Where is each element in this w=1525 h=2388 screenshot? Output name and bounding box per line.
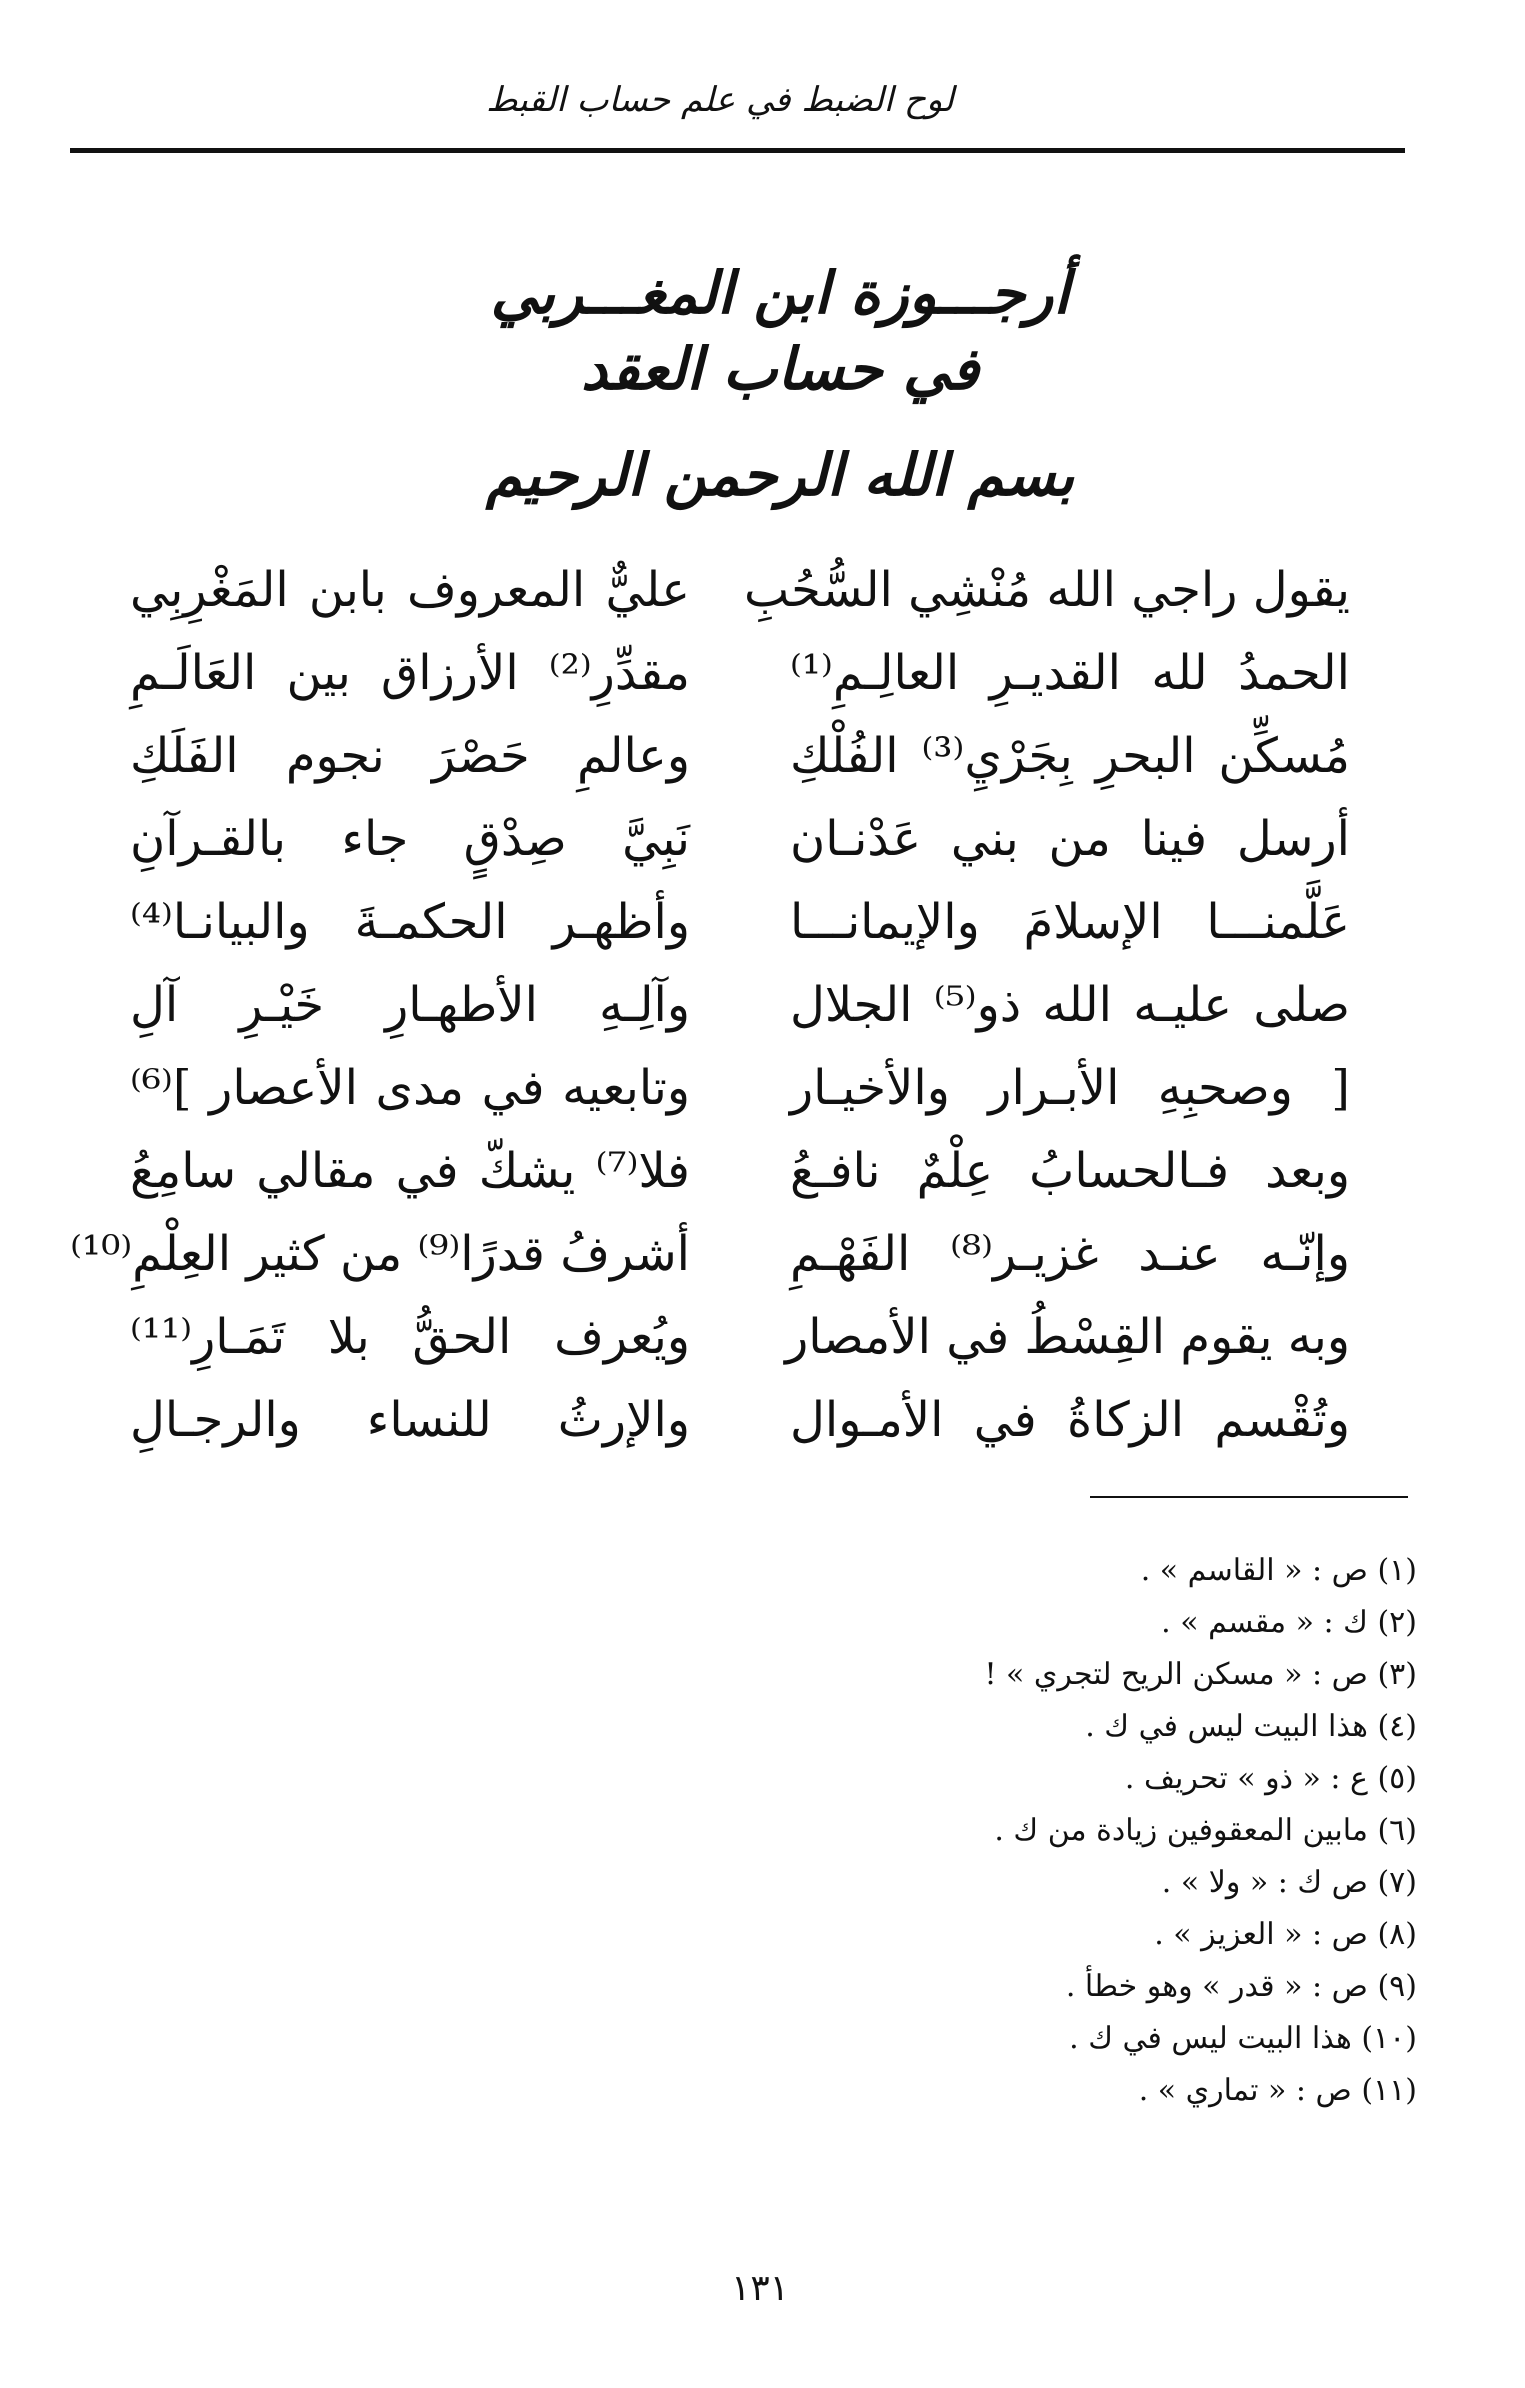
- verse-first-hemistich: وتُقْسم الزكاةُ في الأمـوال: [790, 1391, 1350, 1448]
- basmala: بسم الله الرحمن الرحيم: [485, 441, 1075, 509]
- verse-first-hemistich: يقول راجي الله مُنْشِي السُّحُبِ: [743, 561, 1350, 618]
- header-rule: [70, 148, 1405, 153]
- verse: [130, 548, 1350, 631]
- verse-second-hemistich: والإرثُ للنساء والرجـالِ: [130, 1391, 690, 1448]
- verse: [130, 1378, 1350, 1461]
- verse: [130, 714, 1350, 797]
- footnote: (٧) ص ك : « ولا » .: [1161, 1865, 1417, 1900]
- verse-second-hemistich: مقدِّرِ⁽²⁾ الأرزاق بين العَالَـمِ: [130, 644, 690, 701]
- verse-second-hemistich: نَبِيَّ صِدْقٍ جاء بالقـرآنِ: [130, 810, 690, 867]
- verse: [130, 631, 1350, 714]
- verse-first-hemistich: [ وصحبِهِ الأبـرار والأخيـار: [790, 1059, 1350, 1116]
- verse-first-hemistich: وبعد فـالحسابُ عِلْمٌ نافـعُ: [790, 1142, 1350, 1199]
- poem-title-block: [380, 255, 1180, 513]
- verse-first-hemistich: الحمدُ لله القديـرِ العالِـمِ⁽¹⁾: [790, 644, 1350, 701]
- page-number: ١٣١: [730, 2268, 789, 2309]
- verse-second-hemistich: أشرفُ قدرًا⁽⁹⁾ من كثير العِلْمِ⁽¹⁰⁾: [70, 1225, 690, 1282]
- verse-second-hemistich: ويُعرف الحقُّ بلا تَمَـارِ⁽¹¹⁾: [130, 1308, 690, 1365]
- verse: [130, 1046, 1350, 1129]
- verse-second-hemistich: وتابعيه في مدى الأعصار ]⁽⁶⁾: [130, 1059, 690, 1116]
- footnote: (١٠) هذا البيت ليس في ك .: [1069, 2021, 1417, 2056]
- poem-title: أرجـــوزة ابن المغـــربي: [490, 259, 1070, 327]
- footnotes-list: [517, 1545, 1417, 2117]
- verse-second-hemistich: وأظهـر الحكمـةَ والبيانـا⁽⁴⁾: [130, 893, 690, 950]
- verse-first-hemistich: وبه يقوم القِسْطُ في الأمصار: [785, 1308, 1350, 1365]
- poem-verses: [70, 548, 1351, 1461]
- footnote-rule: [1090, 1496, 1408, 1498]
- verse: [130, 1295, 1350, 1378]
- footnote: (٨) ص : « العزيز » .: [1154, 1917, 1417, 1952]
- verse-first-hemistich: أرسل فينا من بني عَدْنـان: [790, 810, 1350, 867]
- footnote: (٥) ع : « ذو » تحريف .: [1124, 1761, 1417, 1796]
- verse-second-hemistich: عليٌّ المعروف بابن المَغْرِبِي: [130, 561, 690, 618]
- verse: [130, 963, 1350, 1046]
- verse-second-hemistich: وعالمِ حَصْرَ نجوم الفَلَكِ: [130, 727, 690, 784]
- verse-first-hemistich: عَلَّمنـــا الإسلامَ والإيمانـــا: [790, 893, 1350, 950]
- running-title: لوح الضبط في علم حساب القبط: [486, 80, 954, 120]
- footnote: (١) ص : « القاسم » .: [1140, 1553, 1417, 1588]
- verse-first-hemistich: وإنّـه عنـد غزيـر⁽⁸⁾ الفَهْـمِ: [790, 1225, 1351, 1282]
- footnote: (١١) ص : « تماري » .: [1138, 2073, 1417, 2108]
- verse: [70, 1212, 1351, 1295]
- verse-second-hemistich: وآلِـهِ الأطهـارِ خَيْـرِ آلِ: [130, 976, 690, 1033]
- footnote: (٦) مابين المعقوفين زيادة من ك .: [994, 1813, 1417, 1848]
- footnote: (٢) ك : « مقسم » .: [1161, 1605, 1417, 1640]
- verse: [130, 880, 1350, 963]
- footnote: (٤) هذا البيت ليس في ك .: [1085, 1709, 1417, 1744]
- verse-first-hemistich: مُسكِّن البحرِ بِجَرْيِ⁽³⁾ الفُلْكِ: [790, 727, 1350, 784]
- footnote: (٩) ص : « قدر » وهو خطأ .: [1065, 1969, 1417, 2004]
- verse-first-hemistich: صلى عليـه الله ذو⁽⁵⁾ الجلال: [790, 976, 1350, 1033]
- verse-second-hemistich: فلا⁽⁷⁾ يشكّ في مقالي سامِعُ: [130, 1142, 690, 1199]
- verse: [130, 1129, 1350, 1212]
- poem-subtitle: في حساب العقد: [581, 335, 979, 403]
- footnote: (٣) ص : « مسكن الريح لتجري » !: [984, 1657, 1417, 1692]
- verse: [130, 797, 1350, 880]
